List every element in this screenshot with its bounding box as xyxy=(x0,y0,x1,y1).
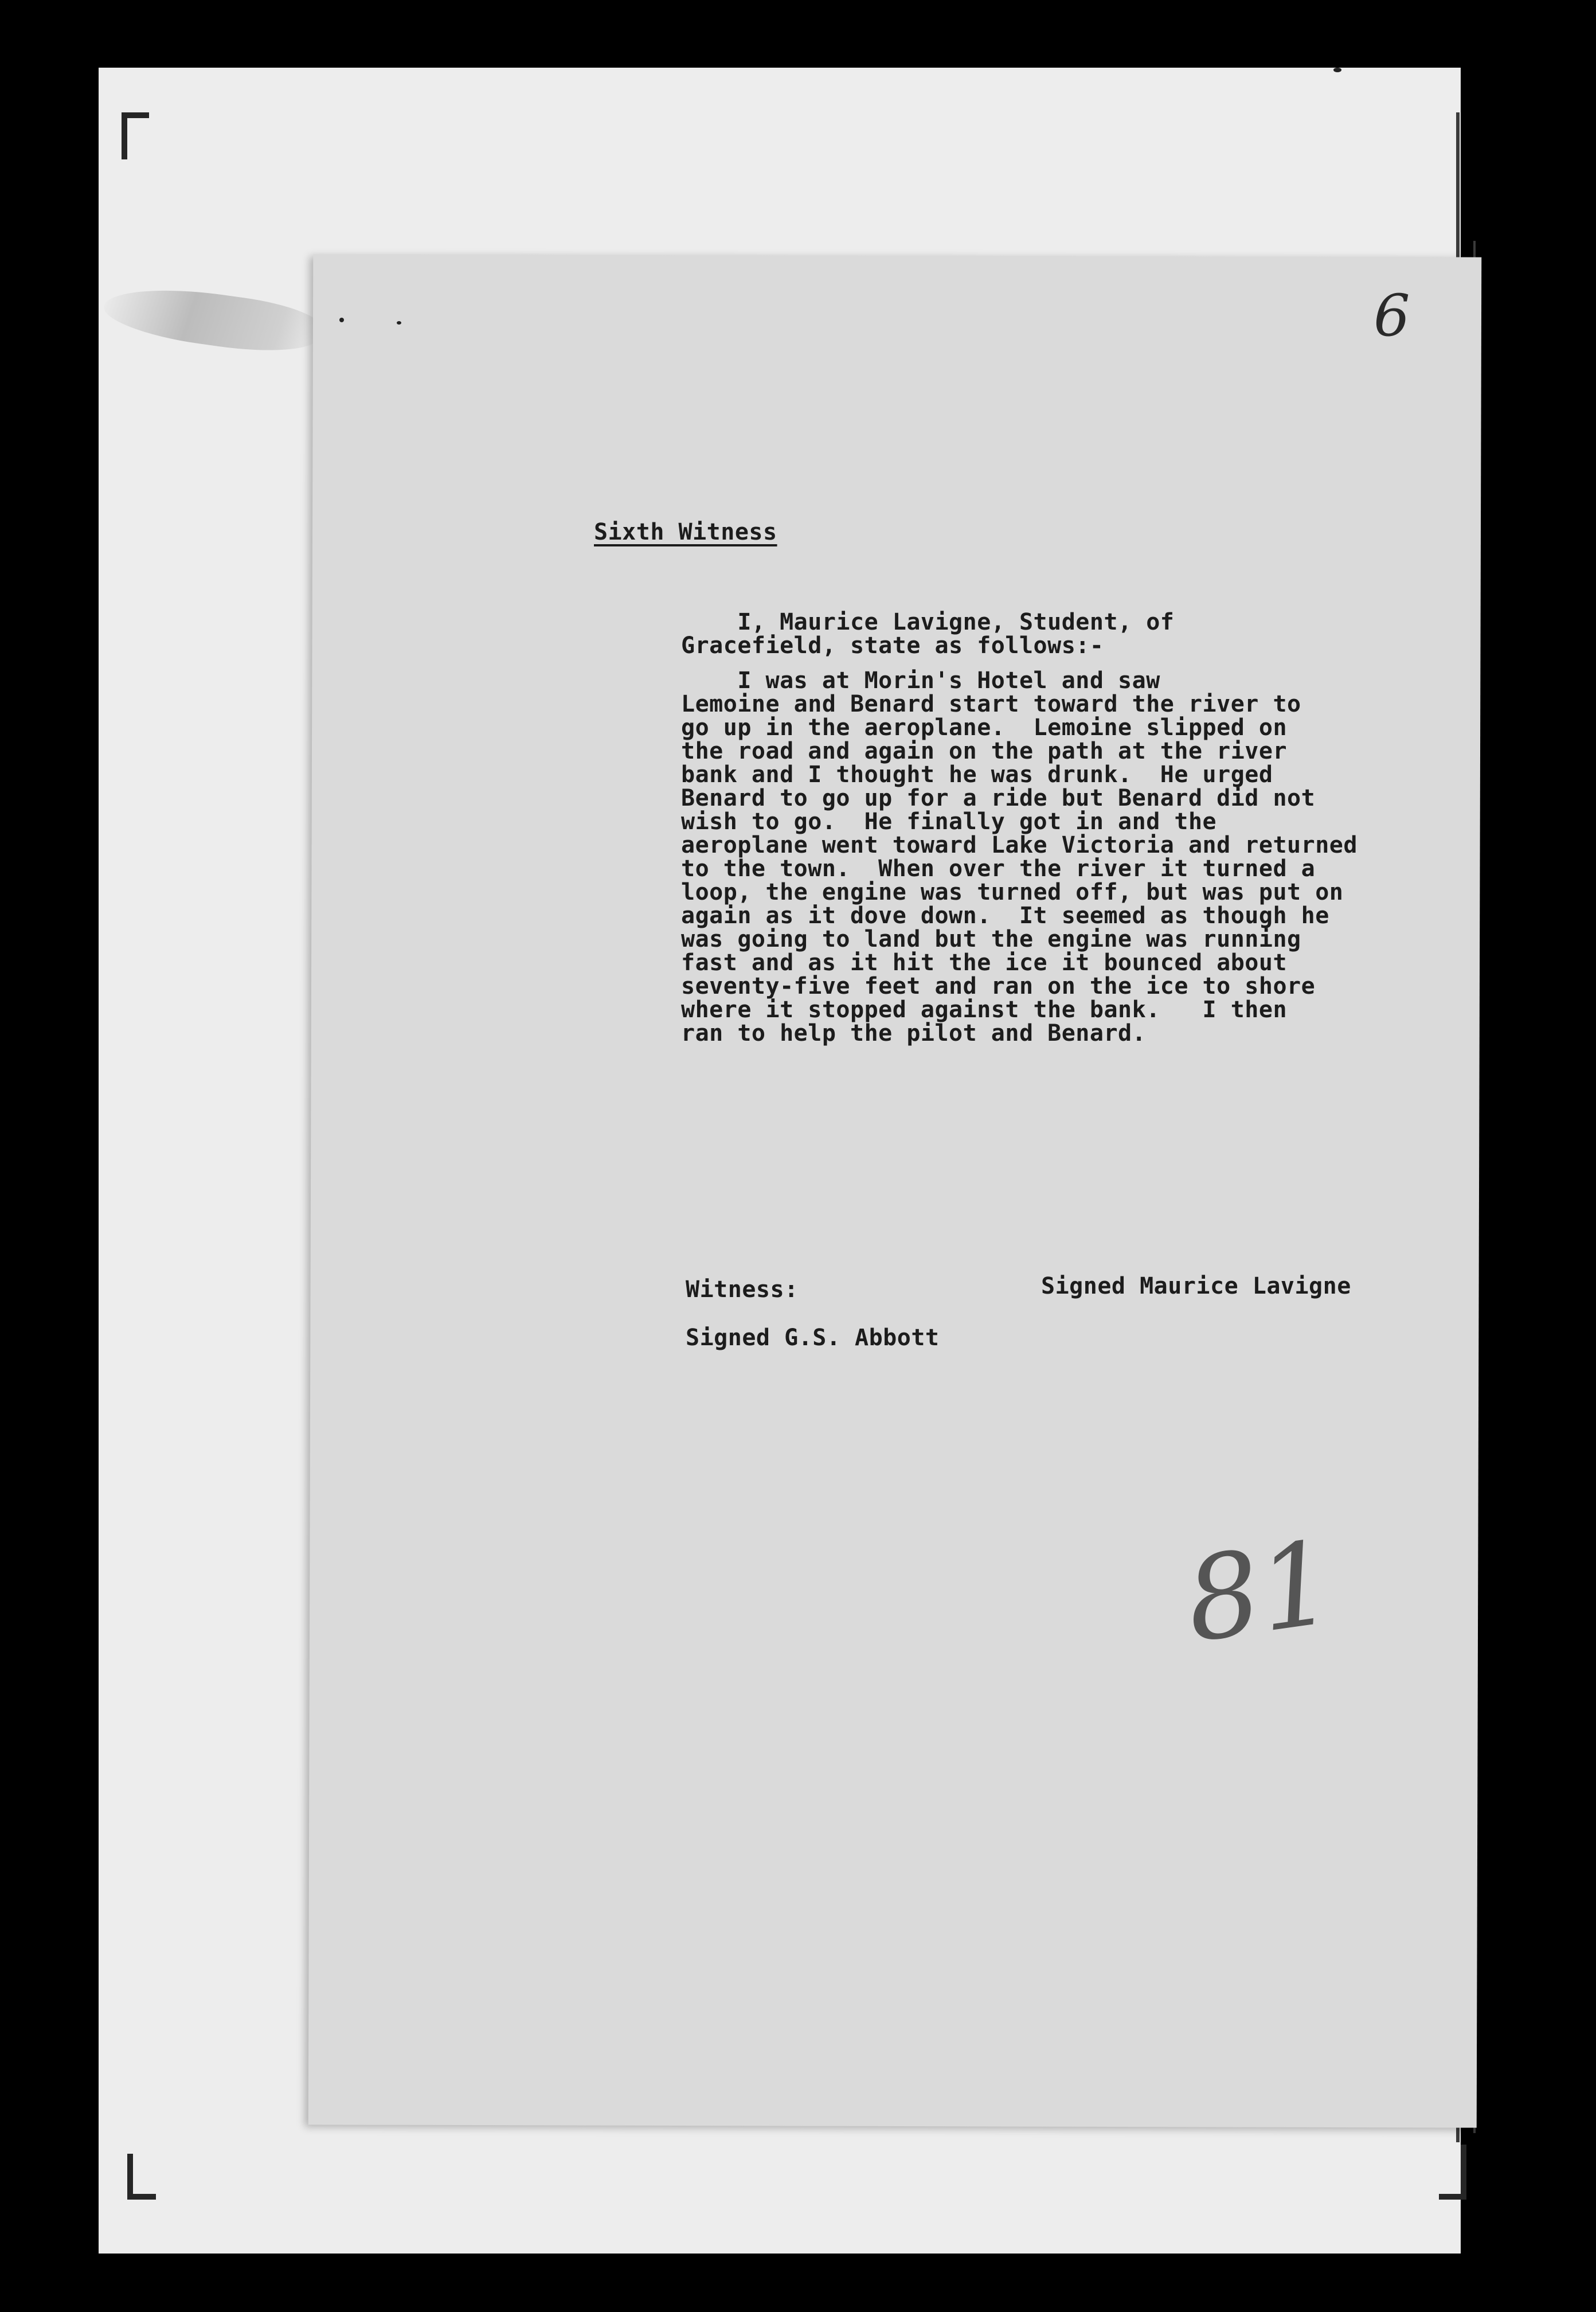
statement-line: was going to land but the engine was running xyxy=(681,926,1301,952)
handwritten-page-number: 6 xyxy=(1374,282,1410,349)
statement-line: Lemoine and Benard start toward the river to xyxy=(681,691,1301,717)
statement-line: I was at Morin's Hotel and saw xyxy=(681,667,1160,694)
crop-mark-top-left xyxy=(122,112,127,159)
statement-line: seventy-five feet and ran on the ice to shore xyxy=(681,973,1316,999)
statement-line: again as it dove down. It seemed as though he xyxy=(681,903,1329,929)
statement-body xyxy=(681,611,1358,1045)
statement-line: go up in the aeroplane. Lemoine slipped on xyxy=(681,714,1288,741)
crop-mark-top-left-h xyxy=(122,112,149,118)
document-page xyxy=(308,254,1482,2127)
punch-mark xyxy=(339,318,344,322)
document-heading: Sixth Witness xyxy=(594,519,777,545)
statement-line: the road and again on the path at the river xyxy=(681,738,1288,764)
crop-mark-bottom-left-h xyxy=(127,2194,156,2200)
statement-line: Gracefield, state as follows:- xyxy=(681,632,1104,659)
statement-line: fast and as it hit the ice it bounced about xyxy=(681,950,1288,976)
crop-mark-bottom-left xyxy=(127,2154,133,2200)
statement-line: wish to go. He finally got in and the xyxy=(681,809,1217,835)
statement-line: to the town. When over the river it turned a xyxy=(681,856,1316,882)
statement-line: where it stopped against the bank. I then xyxy=(681,997,1288,1023)
statement-line: bank and I thought he was drunk. He urged xyxy=(681,761,1273,788)
statement-line: ran to help the pilot and Benard. xyxy=(681,1020,1147,1046)
witness-signature: Signed G.S. Abbott xyxy=(686,1325,940,1351)
statement-line: loop, the engine was turned off, but was put on xyxy=(681,879,1344,905)
crop-mark-bottom-right-h xyxy=(1439,2194,1466,2200)
handwritten-folio-number: 81 xyxy=(1178,1516,1341,1669)
witness-label: Witness: xyxy=(686,1276,799,1303)
declarant-signature: Signed Maurice Lavigne xyxy=(1041,1273,1351,1299)
statement-line: Benard to go up for a ride but Benard did not xyxy=(681,785,1316,811)
statement-line: aeroplane went toward Lake Victoria and returned xyxy=(681,832,1358,858)
punch-mark xyxy=(1333,68,1341,72)
statement-line: I, Maurice Lavigne, Student, of xyxy=(681,609,1175,635)
punch-mark xyxy=(397,321,401,325)
crop-mark-bottom-right xyxy=(1461,2145,1466,2200)
